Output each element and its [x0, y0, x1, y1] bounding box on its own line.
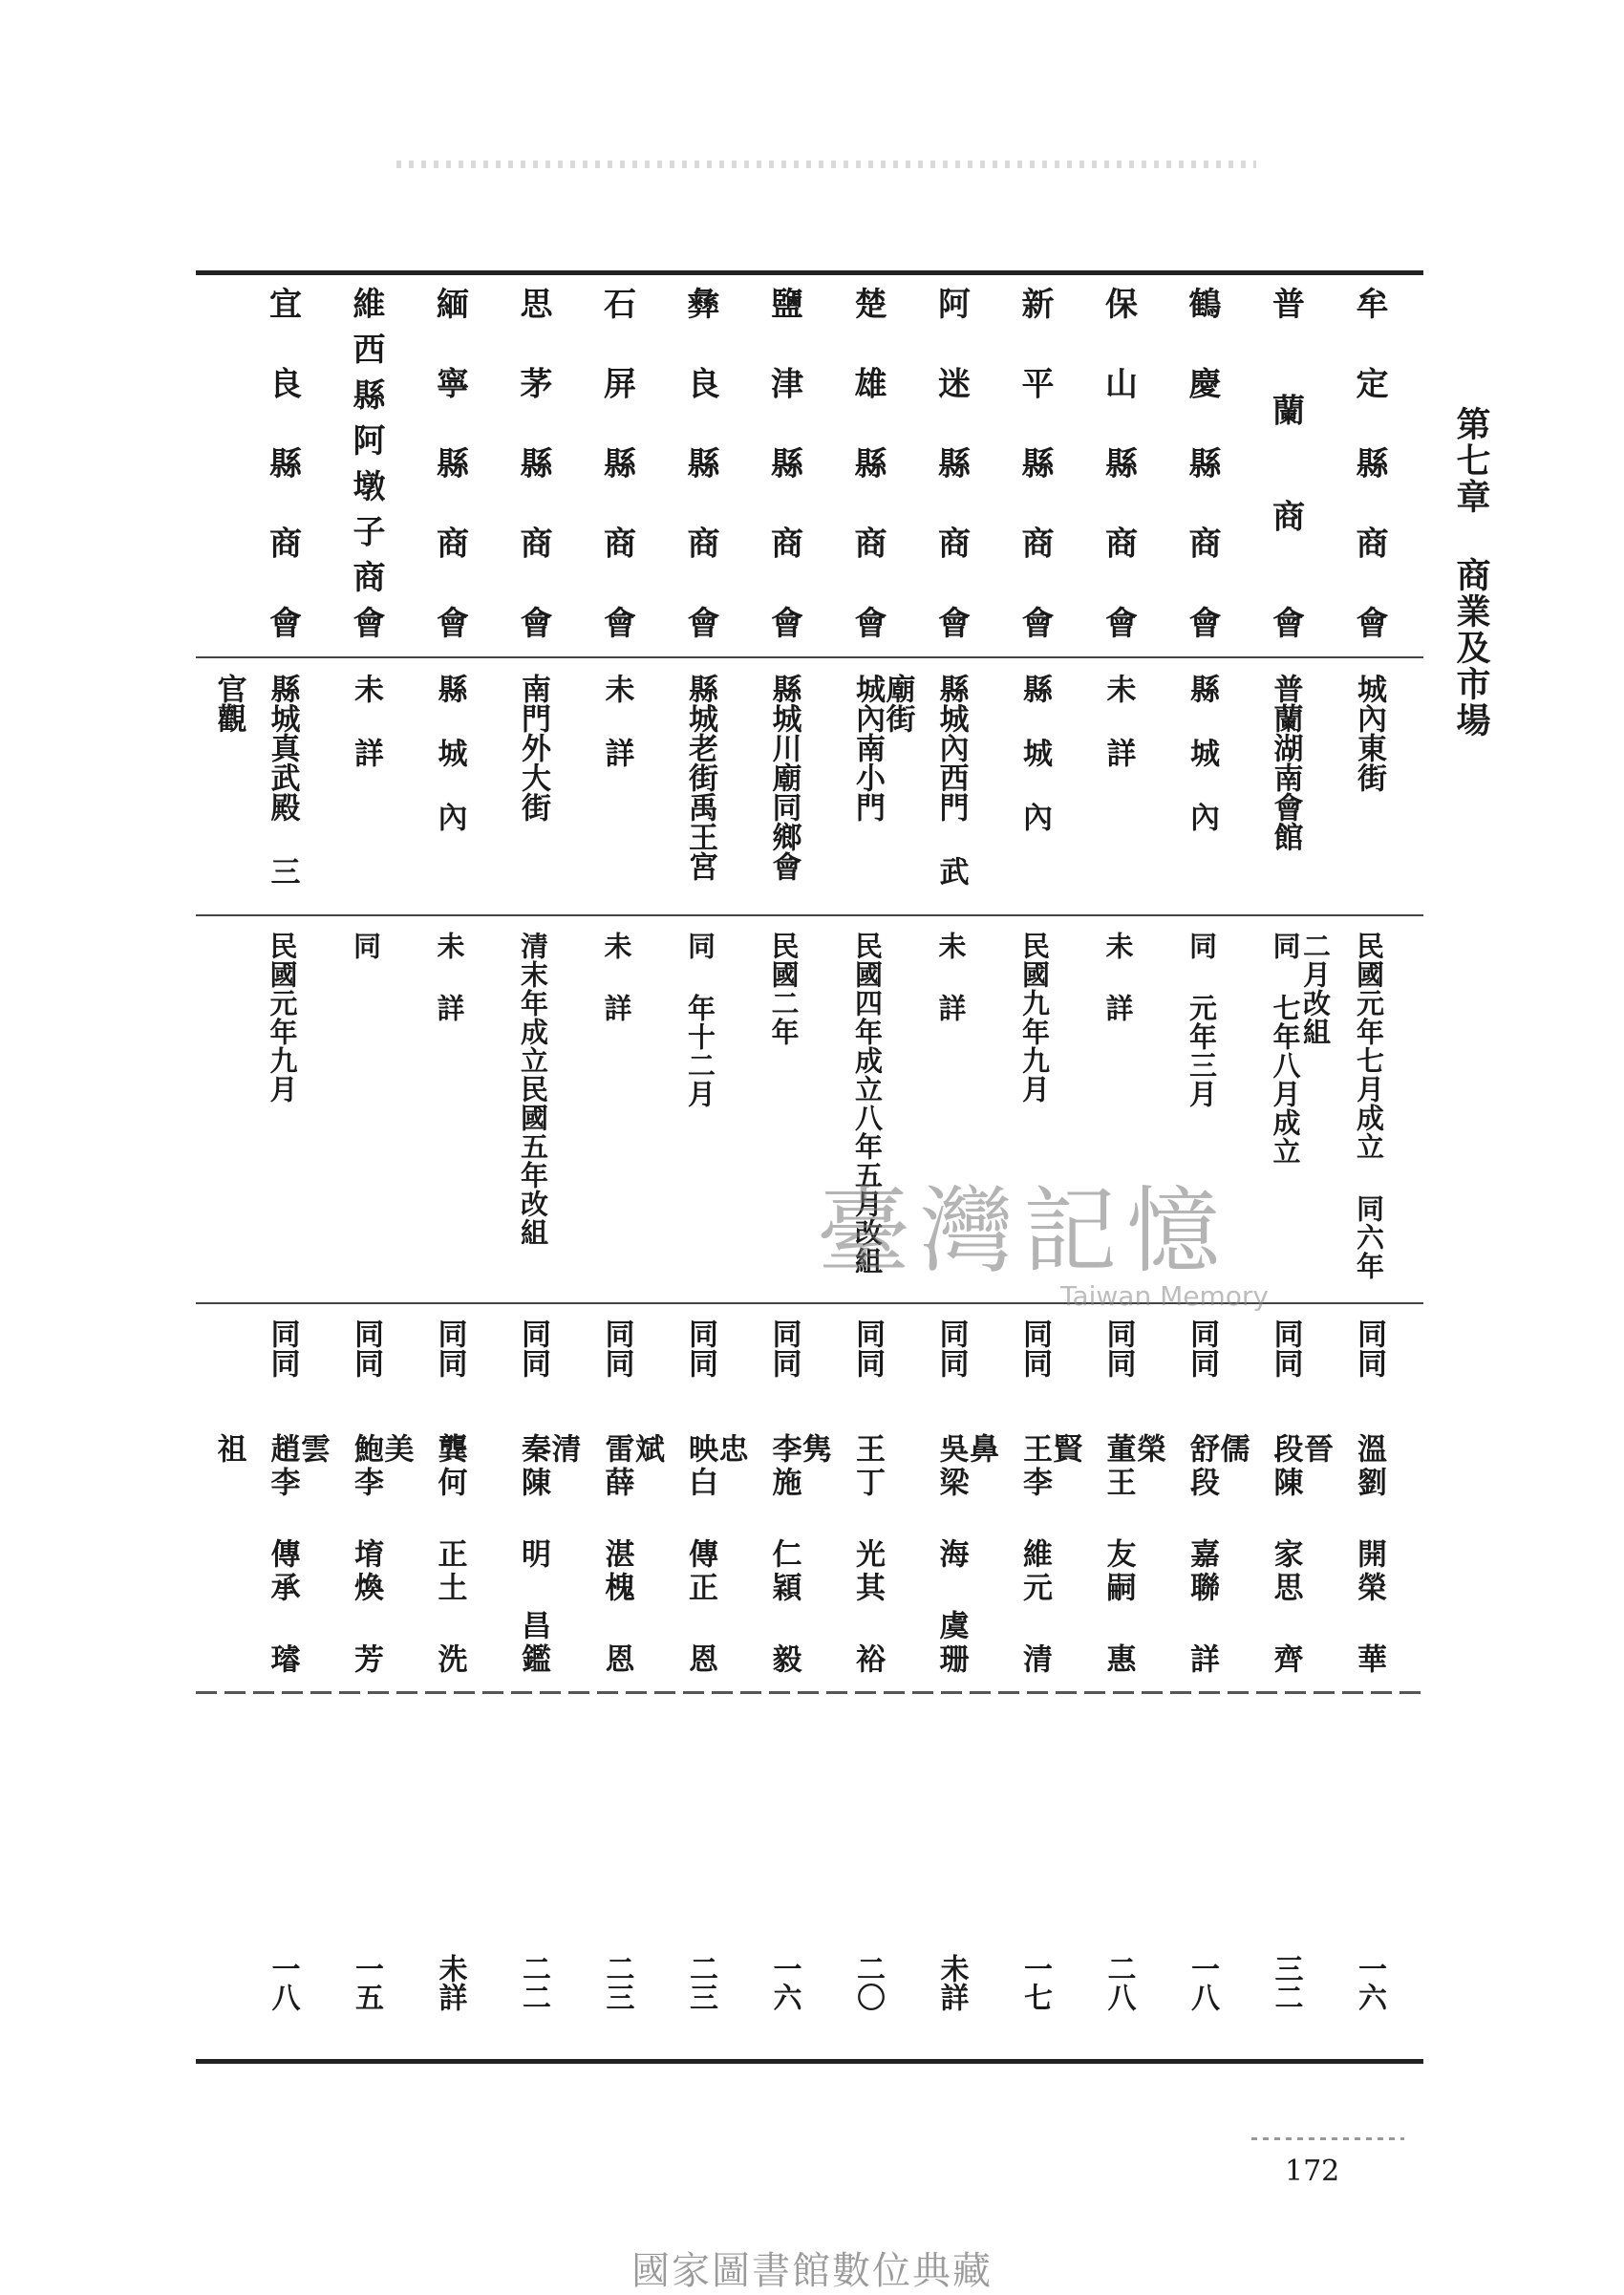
cell-pres: 趙李 傳承 璿祖 — [211, 1433, 300, 1677]
cell-loc: 縣城內西門 武廟街 — [880, 674, 969, 886]
dashed-rule — [196, 1691, 1423, 1694]
cell-date: 民國元年九月 — [266, 932, 299, 1104]
scan-artifact — [396, 161, 1256, 168]
cell-pres: 溫劉 開榮 華晉 — [1298, 1433, 1386, 1677]
cell-name: 石屏縣商會 — [597, 287, 636, 640]
cell-name: 緬寧縣商會 — [430, 287, 469, 640]
cell-same: 同同 — [1100, 1319, 1136, 1378]
cell-num: 未詳 — [433, 1954, 467, 2011]
cell-same: 同同 — [1352, 1319, 1386, 1378]
cell-pres: 雷薛 湛槐 恩清 — [545, 1433, 634, 1677]
cell-loc: 南門外大街 — [516, 674, 550, 822]
cell-pres: 王丁 光其 裕隽 — [797, 1433, 885, 1677]
scan-artifact — [1251, 2137, 1404, 2140]
cell-loc: 縣城老街禹王宮 — [683, 674, 717, 881]
cell-loc: 縣 城 內 — [432, 674, 467, 831]
cell-num: 一五 — [350, 1954, 383, 2011]
cell-num: 未詳 — [934, 1954, 969, 2011]
separator-rule — [196, 914, 1423, 916]
top-rule — [196, 270, 1423, 275]
cell-num: 一七 — [1018, 1954, 1052, 2011]
cell-pres: 舒段 嘉聯 詳榮 — [1131, 1433, 1219, 1677]
cell-num: 三二 — [1269, 1954, 1303, 2011]
cell-date: 民國二年 — [767, 932, 801, 1046]
cell-name: 新平縣商會 — [1015, 287, 1054, 640]
cell-loc: 城內東街 — [1352, 674, 1386, 792]
page-number: 172 — [1285, 2155, 1340, 2188]
watermark — [817, 1156, 1314, 1328]
cell-same: 同同 — [599, 1319, 634, 1378]
cell-loc: 城內南小門 — [850, 674, 885, 822]
cell-date: 未 詳 — [600, 932, 633, 1022]
cell-same: 同同 — [683, 1319, 717, 1378]
cell-date: 民國元年七月成立 同六年二月改組 — [1299, 932, 1385, 1280]
chapter-title: 第七章 商業及市場 — [1451, 406, 1491, 739]
cell-pres: 董王 友嗣 惠賢 — [1047, 1433, 1136, 1677]
watermark-en: Taiwan Memory — [1060, 1280, 1269, 1312]
cell-same: 同同 — [766, 1319, 801, 1378]
cell-same: 同同 — [850, 1319, 885, 1378]
cell-name: 維西縣阿墩子商會 — [347, 287, 385, 640]
archive-footer: 國家圖書館數位典藏 — [631, 2249, 993, 2293]
cell-same: 同同 — [516, 1319, 550, 1378]
cell-loc: 縣 城 內 — [1017, 674, 1052, 831]
cell-date: 未 詳 — [433, 932, 466, 1022]
cell-loc: 未 詳 — [599, 674, 634, 767]
cell-date: 同 — [350, 932, 382, 960]
cell-date: 未 詳 — [934, 932, 968, 1022]
cell-pres: 李施 仁穎 毅忠 — [713, 1433, 801, 1677]
cell-name: 宜良縣商會 — [263, 287, 302, 640]
cell-date: 未 詳 — [1101, 932, 1135, 1022]
cell-pres: 段陳 家思 齊儒 — [1214, 1433, 1303, 1677]
watermark-cn: 臺灣記憶 — [817, 1177, 1230, 1286]
cell-name: 彝良縣商會 — [681, 287, 719, 640]
cell-same: 同同 — [1017, 1319, 1052, 1378]
cell-loc: 縣城川廟同鄉會 — [766, 674, 801, 881]
cell-num: 一六 — [1353, 1954, 1386, 2011]
cell-num: 二〇 — [851, 1954, 885, 2011]
cell-date: 同 元年三月 — [1186, 932, 1218, 1108]
cell-loc: 縣城真武殿 三官觀 — [211, 674, 300, 886]
cell-same: 同同 — [265, 1319, 300, 1378]
cell-name: 鹽津縣商會 — [764, 287, 803, 640]
cell-name: 鶴慶縣商會 — [1183, 287, 1221, 640]
cell-same: 同同 — [933, 1319, 969, 1378]
cell-pres: 映白 傳正 恩斌 — [630, 1433, 717, 1677]
separator-rule — [196, 656, 1423, 658]
cell-date: 同 年十二月 — [684, 932, 716, 1108]
cell-loc: 未 詳 — [1100, 674, 1136, 767]
cell-num: 一八 — [266, 1954, 300, 2011]
cell-same: 同同 — [1268, 1319, 1303, 1378]
cell-pres: 秦陳 明 昌鑑 — [516, 1433, 550, 1677]
cell-name: 楚雄縣商會 — [848, 287, 887, 640]
cell-loc: 普蘭湖南會館 — [1268, 674, 1303, 851]
cell-same: 同同 — [349, 1319, 383, 1378]
cell-num: 二二 — [517, 1954, 550, 2011]
cell-loc: 縣 城 內 — [1185, 674, 1219, 831]
cell-date: 民國四年成立八年五月改組 — [851, 932, 884, 1276]
cell-num: 一八 — [1186, 1954, 1219, 2011]
cell-pres: 鮑李 堉煥 芳雲 — [295, 1433, 383, 1677]
cell-num: 二三 — [600, 1954, 634, 2011]
cell-name: 牟定縣商會 — [1350, 287, 1388, 640]
cell-date: 民國九年九月 — [1018, 932, 1051, 1104]
cell-name: 思茅縣商會 — [514, 287, 552, 640]
cell-date: 同 七年八月成立 — [1269, 932, 1302, 1166]
cell-date: 清末年成立民國五年改組 — [517, 932, 549, 1247]
cell-num: 二八 — [1101, 1954, 1136, 2011]
cell-pres: 吳梁 海 虞珊 — [933, 1433, 969, 1677]
cell-same: 同同 — [432, 1319, 467, 1378]
cell-pres: 王李 維元 清鼻 — [964, 1433, 1052, 1677]
cell-same: 同同 — [1185, 1319, 1219, 1378]
cell-num: 二三 — [684, 1954, 717, 2011]
cell-pres: 龔何 正土 洗美 — [378, 1433, 467, 1677]
cell-name: 普 蘭 商 會 — [1266, 287, 1305, 640]
cell-name: 保山縣商會 — [1099, 287, 1138, 640]
cell-num: 一六 — [767, 1954, 801, 2011]
bottom-rule — [196, 2059, 1423, 2064]
cell-name: 阿迷縣商會 — [931, 287, 971, 640]
cell-loc: 未 詳 — [349, 674, 383, 767]
